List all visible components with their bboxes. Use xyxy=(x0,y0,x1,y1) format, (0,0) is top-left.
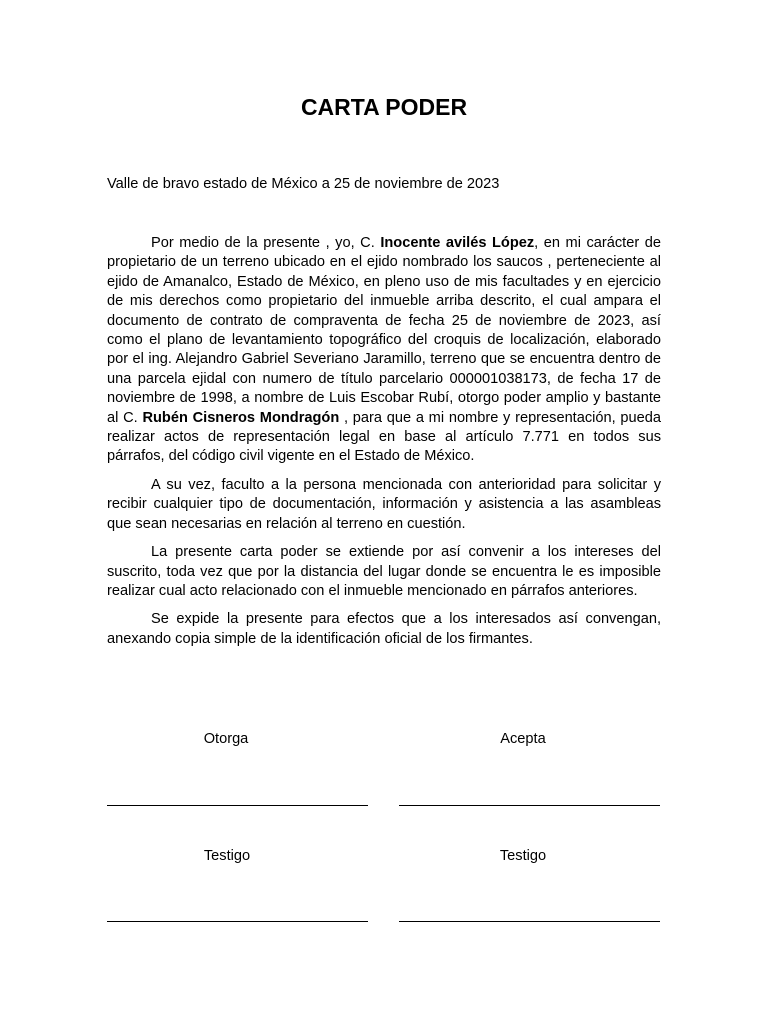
witness-2-signature-label: Testigo xyxy=(499,848,547,864)
paragraph-faculties: A su vez, faculto a la persona mencionada con anterioridad para solicitar y recibir cualquier tipo de documentación, información y asistencia a las asambleas que sean necesarias en relación al terreno en cuestión. xyxy=(107,476,661,532)
witness-1-signature-label: Testigo xyxy=(203,848,251,864)
document-body xyxy=(107,234,661,649)
paragraph-1-part-3: , para que a mi nombre y representación, pueda realizar actos de representación legal en base al artículo 7.771 en todos sus párrafos, del código civil vigente en el Estado de México. xyxy=(107,409,662,465)
place-and-date: Valle de bravo estado de México a 25 de noviembre de 2023 xyxy=(107,176,500,192)
paragraph-grant-of-power xyxy=(107,234,661,467)
grantor-signature-label: Otorga xyxy=(203,731,249,747)
witness-1-signature-line xyxy=(107,921,368,922)
grantor-name: Inocente avilés López xyxy=(380,235,535,251)
paragraph-reason: La presente carta poder se extiende por así convenir a los intereses del suscrito, toda vez que por la distancia del lugar donde se encuentra le es imposible realizar cual acto relacionado con el inmueble mencionado en párrafos anteriores. xyxy=(107,544,661,599)
witness-2-signature-line xyxy=(399,921,660,922)
grantor-signature-line xyxy=(107,805,368,806)
paragraph-1-part-1: Por medio de la presente , yo, C. xyxy=(151,235,381,251)
acceptor-signature-label: Acepta xyxy=(500,731,546,747)
paragraph-closing: Se expide la presente para efectos que a los interesados así convengan, anexando copia simple de la identificación oficial de los firmantes. xyxy=(107,611,661,647)
document-title: CARTA PODER xyxy=(300,94,468,120)
attorney-name: Rubén Cisneros Mondragón xyxy=(142,409,340,426)
paragraph-1-part-2: , en mi carácter de propietario de un terreno ubicado en el ejido nombrado los saucos , perteneciente al ejido de Amanalco, Estado de México, en pleno uso de mis facultades y en ejercicio de mis derechos como propietario del inmueble arriba descrito, el cual ampara el documento de contrato de compraventa de fecha 25 de noviembre de 2023, así como el plano de levantamiento topográfico del croquis de localización, elaborado por el ing. Alejandro Gabriel Severiano Jaramillo, terreno que se encuentra dentro de una parcela ejidal con numero de título parcelario 000001038173, de fecha 17 de noviembre de 1998, a nombre de Luis Escobar Rubí, otorgo poder amplio y bastante al C. xyxy=(107,235,661,426)
acceptor-signature-line xyxy=(399,805,660,806)
